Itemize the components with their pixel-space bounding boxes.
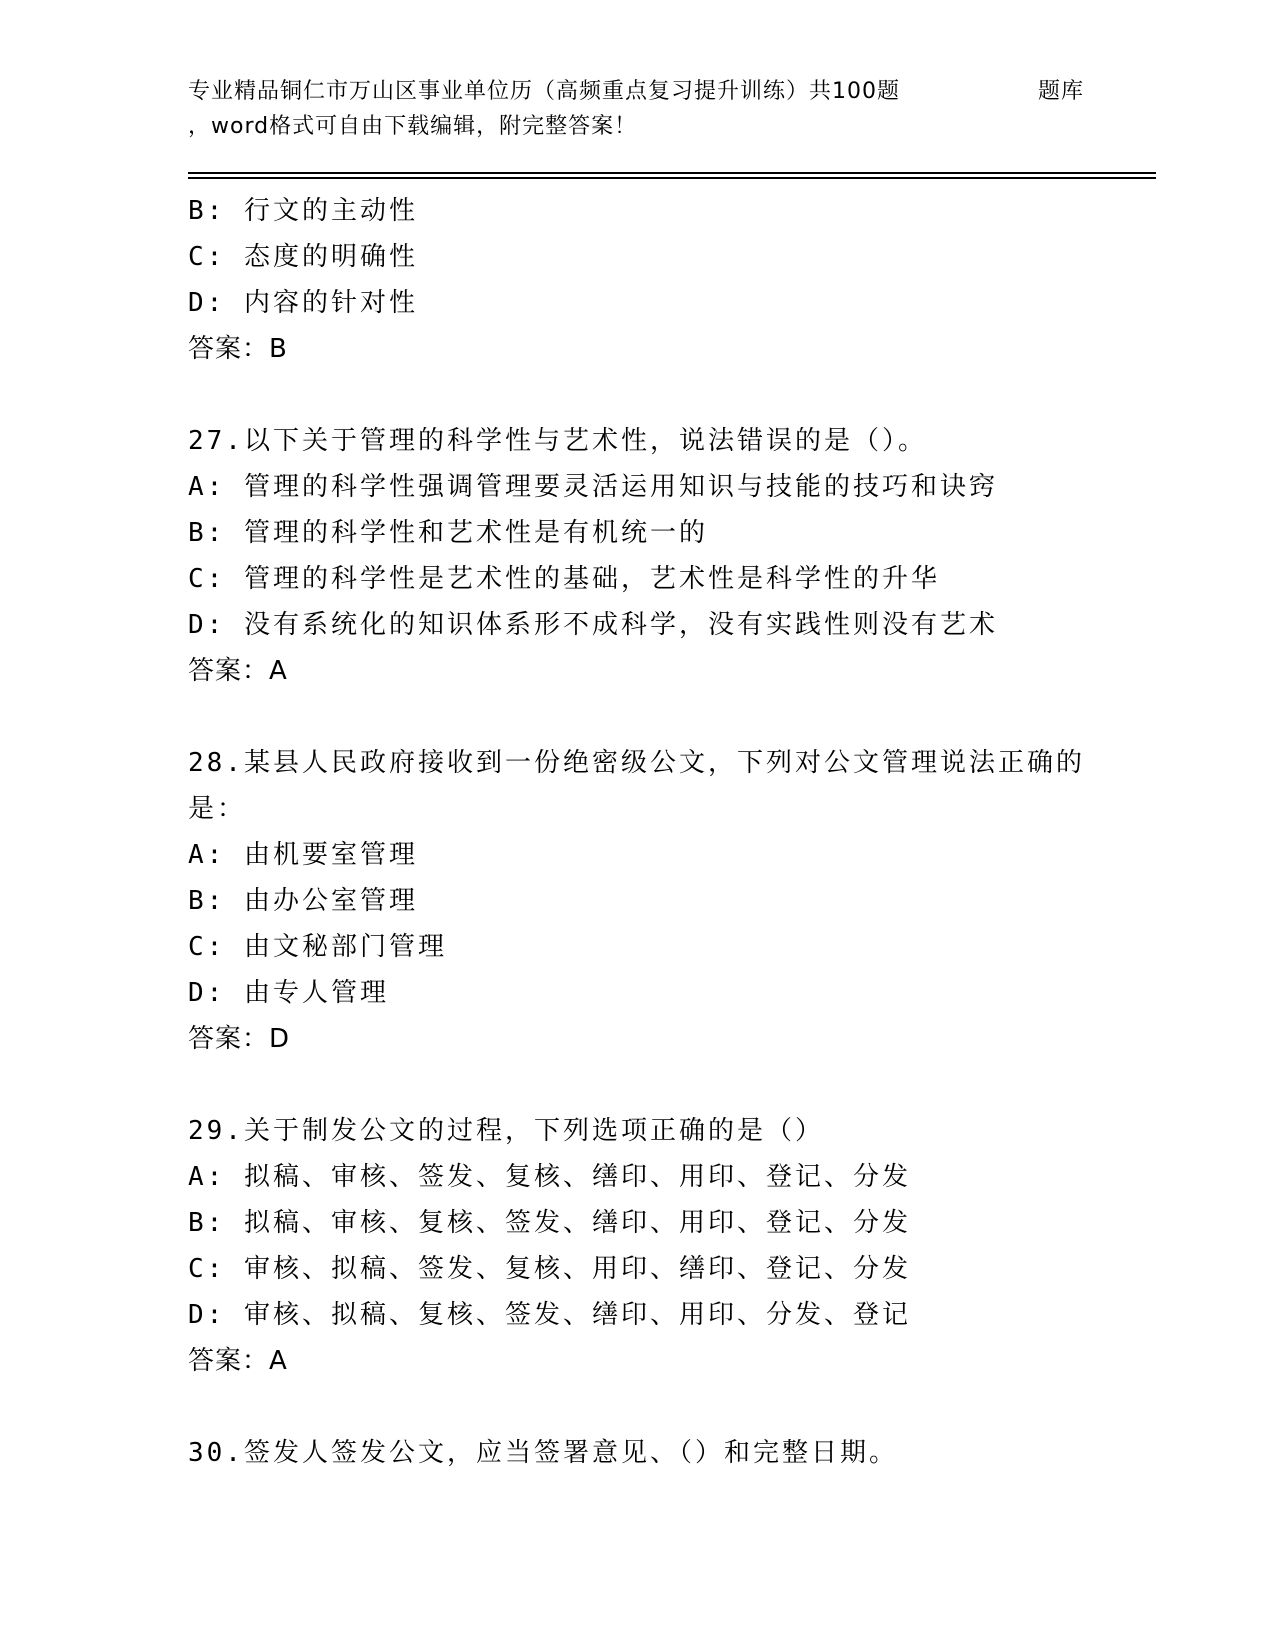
option-b: B: 由办公室管理 [188,886,418,916]
document-subtitle: ，word格式可自由下载编辑，附完整答案！ [188,114,638,139]
question-text: 28.某县人民政府接收到一份绝密级公文，下列对公文管理说法正确的 [188,748,1085,778]
question-text: 29.关于制发公文的过程，下列选项正确的是（） [188,1116,824,1146]
question-text: 27.以下关于管理的科学性与艺术性，说法错误的是（）。 [188,426,927,456]
option-a: A: 拟稿、审核、签发、复核、缮印、用印、登记、分发 [188,1162,911,1192]
option-b: B: 拟稿、审核、复核、签发、缮印、用印、登记、分发 [188,1208,911,1238]
option-c: C: 审核、拟稿、签发、复核、用印、缮印、登记、分发 [188,1254,911,1284]
question-29 [188,1108,1148,1384]
option-c: C: 由文秘部门管理 [188,932,447,962]
option-d: D: 审核、拟稿、复核、签发、缮印、用印、分发、登记 [188,1300,911,1330]
page-header [188,74,1118,144]
option-a: A: 管理的科学性强调管理要灵活运用知识与技能的技巧和诀窍 [188,472,998,502]
question-30 [188,1430,1148,1476]
answer: 答案：D [188,1024,291,1054]
question-28 [188,740,1148,1062]
header-rule-top [188,172,1156,174]
question-26-tail [188,188,1148,372]
option-d: D: 没有系统化的知识体系形不成科学，没有实践性则没有艺术 [188,610,998,640]
option-d: D: 内容的针对性 [188,288,418,318]
header-right-label: 题库 [1038,79,1085,104]
option-c: C: 态度的明确性 [188,242,418,272]
option-c: C: 管理的科学性是艺术性的基础，艺术性是科学性的升华 [188,564,940,594]
option-d: D: 由专人管理 [188,978,389,1008]
option-b: B: 管理的科学性和艺术性是有机统一的 [188,518,708,548]
answer: 答案：A [188,656,288,686]
question-27 [188,418,1148,694]
document-title: 专业精品铜仁市万山区事业单位历（高频重点复习提升训练）共100题 [188,79,900,104]
answer: 答案：A [188,1346,288,1376]
option-a: A: 由机要室管理 [188,840,418,870]
question-text-continued: 是： [188,794,247,824]
header-rule-bottom [188,177,1156,179]
answer: 答案：B [188,334,288,364]
option-b: B: 行文的主动性 [188,196,418,226]
question-text: 30.签发人签发公文，应当签署意见、（）和完整日期。 [188,1438,898,1468]
question-list [188,188,1148,1476]
